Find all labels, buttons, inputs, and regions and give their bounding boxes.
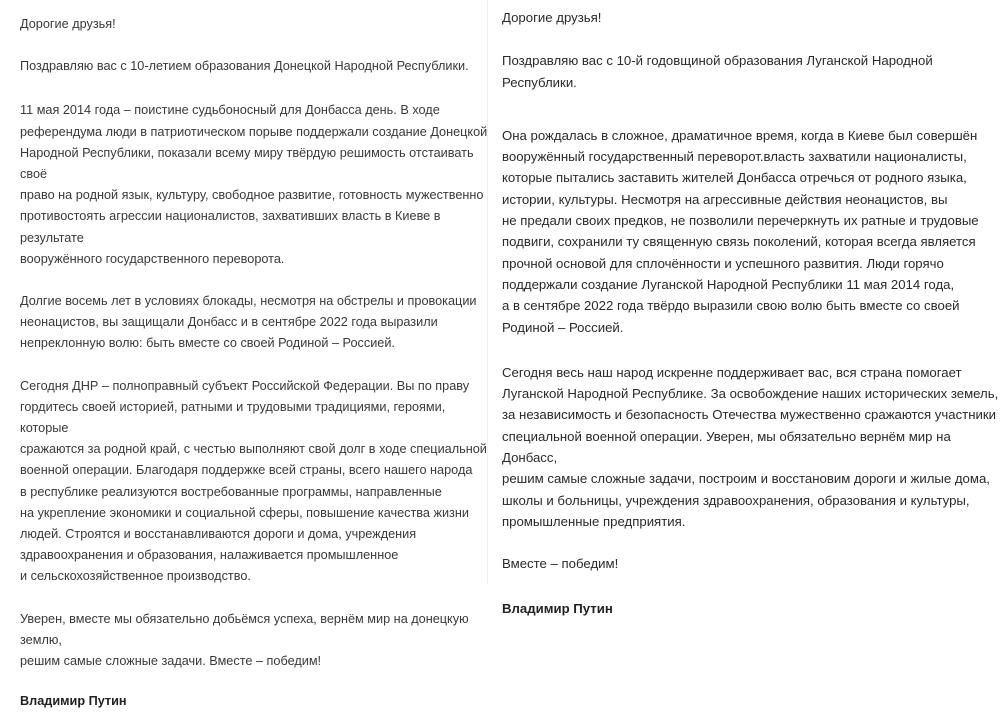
left-paragraph-3: Долгие восемь лет в условиях блокады, несмотря на обстрелы и провокации неонацистов, вы защищали Донбасс и в сентябре 2022 года выразили непреклонную волю: быть вместе со своей Родиной – Россией.	[20, 294, 477, 351]
right-paragraph-3: Сегодня весь наш народ искренне поддерживает вас, вся страна помогает Луганской Народной Республике. За освобождение наших исторических земель, за независимость и безопасность Отечества мужественно сражаются участники специальной военной операции. Уверен, мы обязательно вернём мир на Донбасс, решим самые сложные задачи, построим и восстановим дороги и жилые дома, школы и больницы, учреждения здравоохранения, образования и культуры, промышленные предприятия.	[502, 364, 999, 529]
right-greeting: Дорогие друзья!	[502, 10, 602, 25]
left-greeting: Дорогие друзья!	[20, 17, 116, 31]
left-paragraph-1: Поздравляю вас с 10-летием образования Донецкой Народной Республики.	[20, 59, 469, 74]
left-signature: Владимир Путин	[20, 694, 127, 709]
left-paragraph-5: Уверен, вместе мы обязательно добьёмся успеха, вернём мир на донецкую землю, решим самые сложные задачи. Вместе – победим!	[20, 611, 469, 669]
left-paragraph-2: 11 мая 2014 года – поистине судьбоносный для Донбасса день. В ходе референдума люди в патриотическом порыве поддержали создание Донецкой Народной Республики, показали всему миру твёрдую решимость отстаивать своё право на родной язык, культуру, свободное развитие, готовность мужественно противостоять агрессии националистов, захвативших власть в Киеве в результате вооружённого государственного переворота.	[20, 103, 488, 266]
right-signature: Владимир Путин	[502, 600, 613, 616]
left-paragraph-4: Сегодня ДНР – полноправный субъект Российской Федерации. Вы по праву гордитесь своей историей, ратными и трудовыми традициями, героями, которые сражаются за родной край, с честью выполняют свой долг в ходе специальной военной операции. Благодаря поддержке всей страны, всего нашего народа в республике реализуются востребованные программы, направленные на укрепление экономики и социальной сферы, повышение качества жизни людей. Строятся и восстанавливаются дороги и дома, учреждения здравоохранения и образования, налаживается промышленное и сельскохозяйственное производство.	[20, 378, 487, 584]
column-divider	[487, 0, 488, 585]
right-paragraph-2: Она рождалась в сложное, драматичное время, когда в Киеве был совершён вооружённый государственный переворот.власть захватили националисты, которые пытались заставить жителей Донбасса отречься от родного языка, истории, культуры. Несмотря на агрессивные действия неонацистов, вы не предали своих предков, не позволили перечеркнуть их ратные и трудовые подвиги, сохранили ту священную связь поколений, которая всегда является прочной основой для сплочённости и успешного развития. Люди горячо поддержали создание Луганской Народной Республики 11 мая 2014 года, а в сентябре 2022 года твёрдо выразили свою волю быть вместе со своей Родиной – Россией.	[502, 127, 979, 335]
right-letter	[490, 0, 1000, 616]
right-paragraph-1: Поздравляю вас с 10-й годовщиной образования Луганской Народной Республики.	[502, 53, 933, 90]
right-paragraph-4: Вместе – победим!	[502, 556, 619, 572]
left-letter	[0, 0, 490, 709]
